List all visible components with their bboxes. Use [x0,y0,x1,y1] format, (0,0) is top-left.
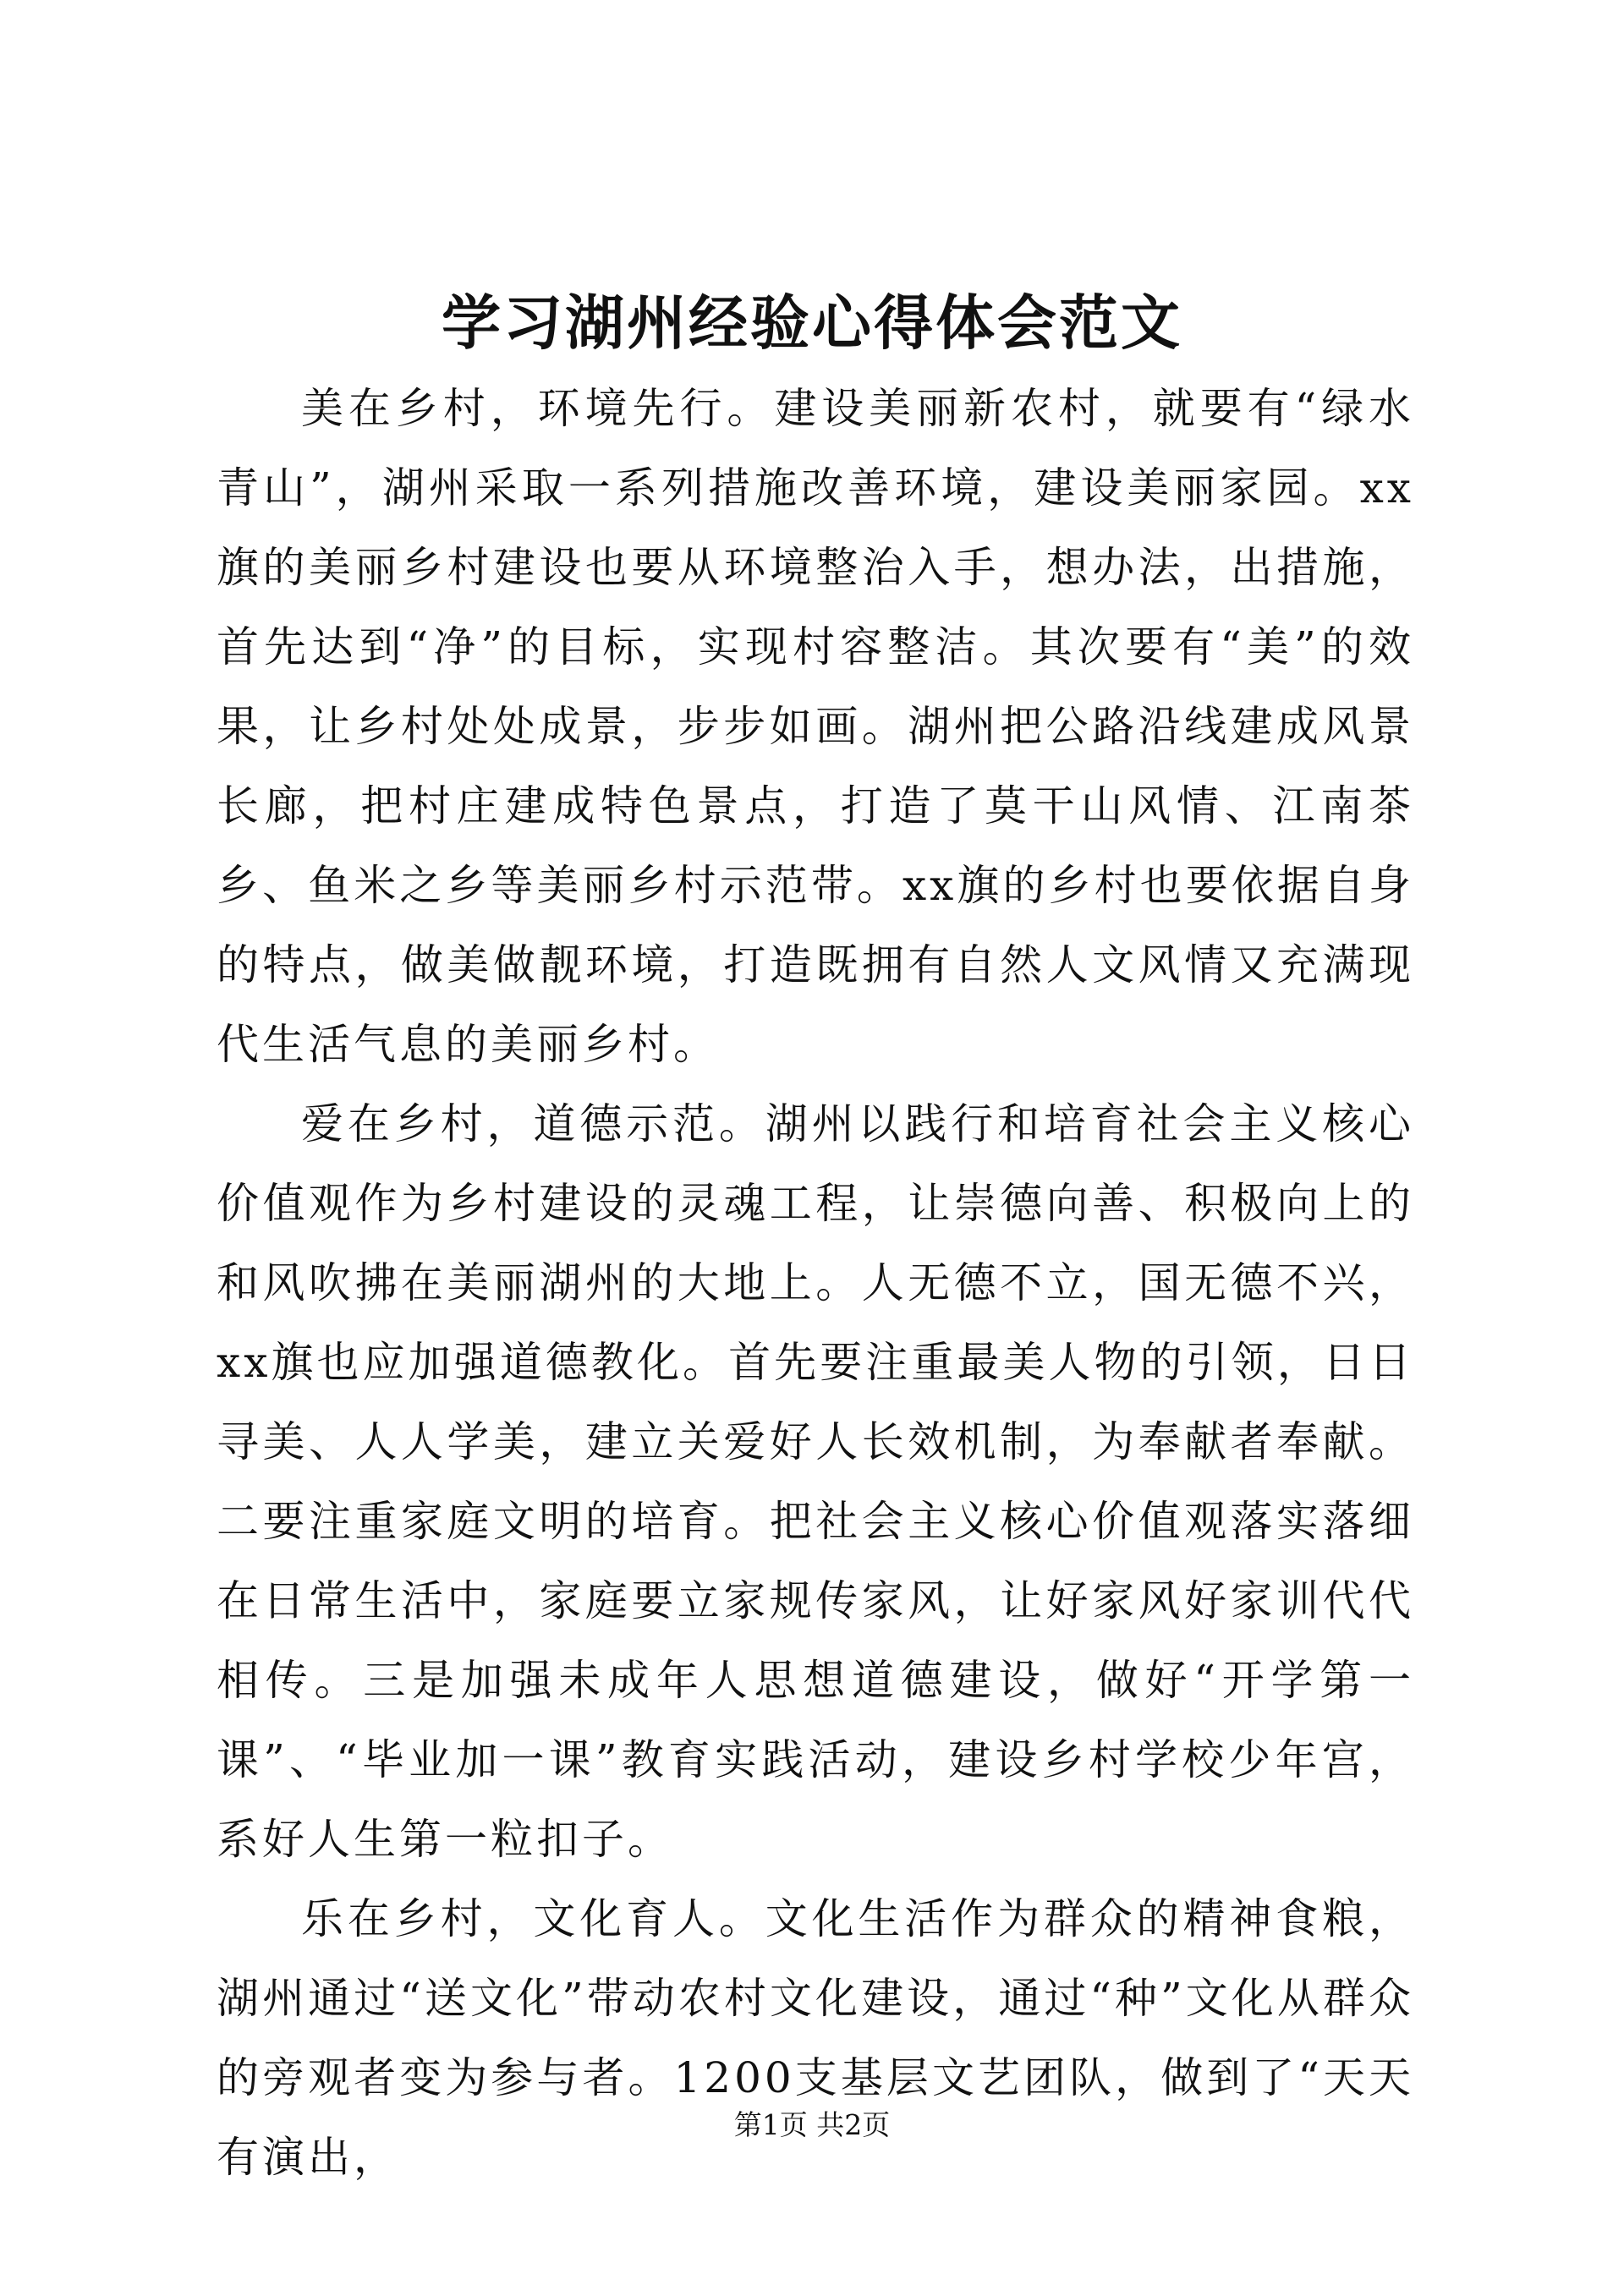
page-title: 学习湖州经验心得体会范文 [442,288,1182,358]
paragraph-culture: 乐在乡村，文化育人。文化生活作为群众的精神食粮，湖州通过“送文化”带动农村文化建设，通过“种”文化从群众的旁观者变为参与者。1200支基层文艺团队，做到了“天天有演出， [217,1894,1414,2182]
paragraph-environment: 美在乡村，环境先行。建设美丽新农村，就要有“绿水青山”，湖州采取一系列措施改善环境，建设美丽家园。xx旗的美丽乡村建设也要从环境整治入手，想办法，出措施，首先达到“净”的目标，实现村容整洁。其次要有“美”的效果，让乡村处处成景，步步如画。湖州把公路沿线建成风景长廊，把村庄建成特色景点，打造了莫干山风情、江南茶乡、鱼米之乡等美丽乡村示范带。xx旗的乡村也要依据自身的特点，做美做靓环境，打造既拥有自然人文风情又充满现代生活气息的美丽乡村。 [217,384,1414,1069]
page-footer: 第1页 共2页 [733,2108,891,2141]
paragraph-morality: 爱在乡村，道德示范。湖州以践行和培育社会主义核心价值观作为乡村建设的灵魂工程，让崇德向善、积极向上的和风吹拂在美丽湖州的大地上。人无德不立，国无德不兴，xx旗也应加强道德教化。首先要注重最美人物的引领，日日寻美、人人学美，建立关爱好人长效机制，为奉献者奉献。二要注重家庭文明的培育。把社会主义核心价值观落实落细在日常生活中，家庭要立家规传家风，让好家风好家训代代相传。三是加强未成年人思想道德建设，做好“开学第一课”、“毕业加一课”教育实践活动，建设乡村学校少年宫，系好人生第一粒扣子。 [217,1099,1414,1864]
document-body [217,369,1414,2197]
